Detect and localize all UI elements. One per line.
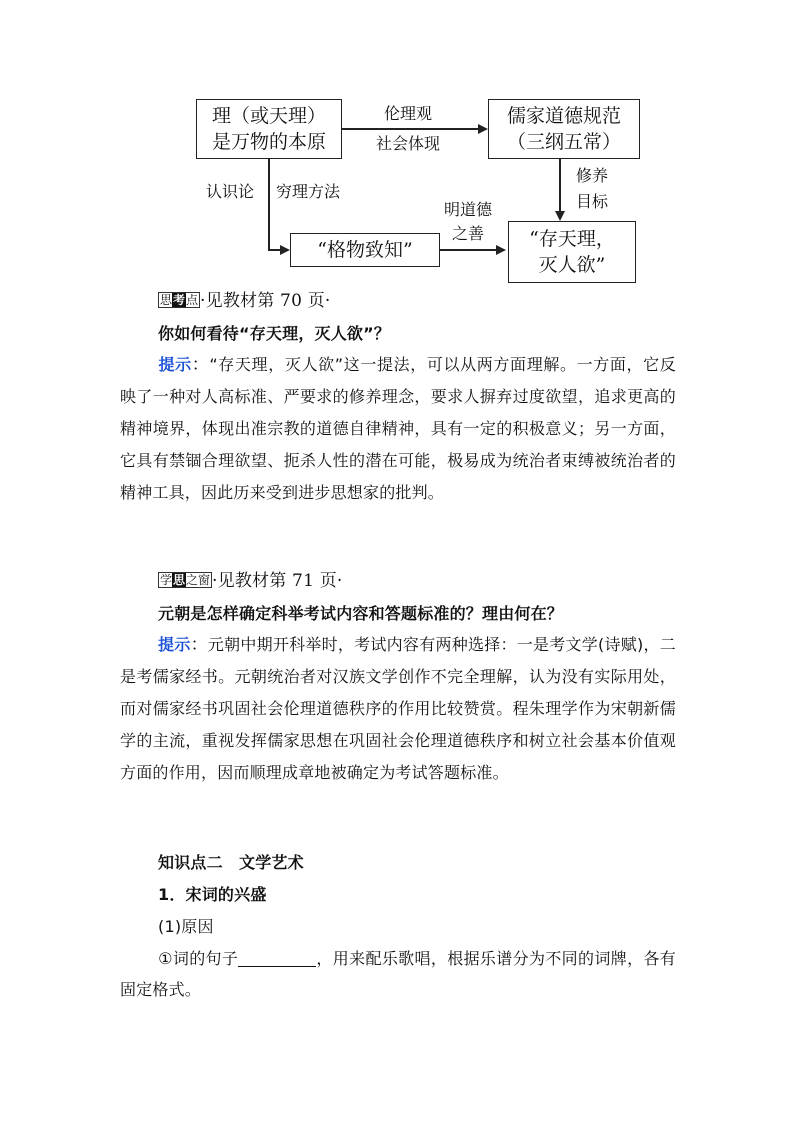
subheading-yuanyin: (1)原因 <box>158 917 214 936</box>
sikaodian-tag: 思考点 <box>160 293 199 307</box>
arrow-top-line <box>342 128 478 130</box>
arrow-left-head <box>280 245 290 255</box>
label-mingdaode: 明道德 之善 <box>444 200 493 243</box>
arrow-top-head <box>478 124 488 134</box>
arrow-left-horizontal <box>268 249 280 251</box>
label-qiongli-fangfa: 穷理方法 <box>276 182 341 201</box>
label-lunliguan: 伦理观 <box>384 104 433 123</box>
label-xiuyang-mubiao: 修养 目标 <box>576 166 609 211</box>
hint-text: “存天理，灭人欲”这一提法，可以从两方面理解。一方面，它反映了一种对人高标准、严要求的修养理念，要求人摒弃过度欲望，追求更高的精神境界，体现出准宗教的道德自律精神，具有一定的积极意义；另一方面，它具有禁锢合理欲望、扼杀人性的潜在可能，极易成为统治者束缚被统治者的精神工具，因此历来受到进步思想家的批判。 <box>120 355 676 502</box>
hint-label: 提示 <box>158 355 192 374</box>
arrow-mid-line <box>440 249 496 251</box>
arrow-right-head <box>555 211 565 221</box>
hint-text: 元朝中期开科举时，考试内容有两种选择：一是考文学(诗赋)，二是考儒家经书。元朝统治者对汉族文学创作不完全理解，认为没有实际用处，而对儒家经书巩固社会伦理道德秩序的作用比较赞赏。程朱理学作为宋朝新儒学的主流，重视发挥儒家思想在巩固社会伦理道德秩序和树立社会基本价值观方面的作用，因而顺理成章地被确定为考试答题标准。 <box>120 635 676 782</box>
section-xuesi-ref <box>158 566 678 597</box>
question-2: 元朝是怎样确定科举考试内容和答题标准的？理由何在？ <box>158 604 564 623</box>
section-sikaodian-ref <box>158 286 678 317</box>
fill-in-blank[interactable] <box>238 948 316 967</box>
hint-label: 提示 <box>158 635 191 654</box>
box-rujia-guifan: 儒家道德规范 （三纲五常） <box>488 99 640 159</box>
subheading-songci: 1．宋词的兴盛 <box>158 885 267 904</box>
box-cun-tianli: “存天理， 灭人欲” <box>508 221 636 283</box>
section-heading: 知识点二 文学艺术 <box>158 853 304 872</box>
box-li-benyuan: 理（或天理） 是万物的本原 <box>196 99 342 159</box>
arrow-right-vertical <box>559 159 561 211</box>
box-gewu-zhizhi: “格物致知” <box>290 233 440 267</box>
textbook-ref: ·见教材第 70 页· <box>200 291 331 311</box>
arrow-mid-head <box>496 245 506 255</box>
hint-paragraph-2: 提示：元朝中期开科举时，考试内容有两种选择：一是考文学(诗赋)，二是考儒家经书。元朝统治者对汉族文学创作不完全理解，认为没有实际用处，而对儒家经书巩固社会伦理道德秩序的作用比较赞赏。程朱理学作为宋朝新儒学的主流，重视发挥儒家思想在巩固社会伦理道德秩序和树立社会基本价值观方面的作用，因而顺理成章地被确定为考试答题标准。 <box>120 635 676 782</box>
xuesi-tag: 学思之窗 <box>160 573 211 587</box>
label-renshilun: 认识论 <box>206 182 255 201</box>
label-shehui-tixian: 社会体现 <box>376 134 441 153</box>
question-1: 你如何看待“存天理，灭人欲”？ <box>158 324 391 343</box>
hint-paragraph-1: 提示：“存天理，灭人欲”这一提法，可以从两方面理解。一方面，它反映了一种对人高标准、严要求的修养理念，要求人摒弃过度欲望，追求更高的精神境界，体现出准宗教的道德自律精神，具有一定的积极意义；另一方面，它具有禁锢合理欲望、扼杀人性的潜在可能，极易成为统治者束缚被统治者的精神工具，因此历来受到进步思想家的批判。 <box>120 355 676 502</box>
arrow-left-vertical <box>268 159 270 250</box>
textbook-ref: ·见教材第 71 页· <box>212 571 343 591</box>
item-1: ①词的句子 ，用来配乐歌唱，根据乐谱分为不同的词牌，各有固定格式。 <box>120 949 676 999</box>
